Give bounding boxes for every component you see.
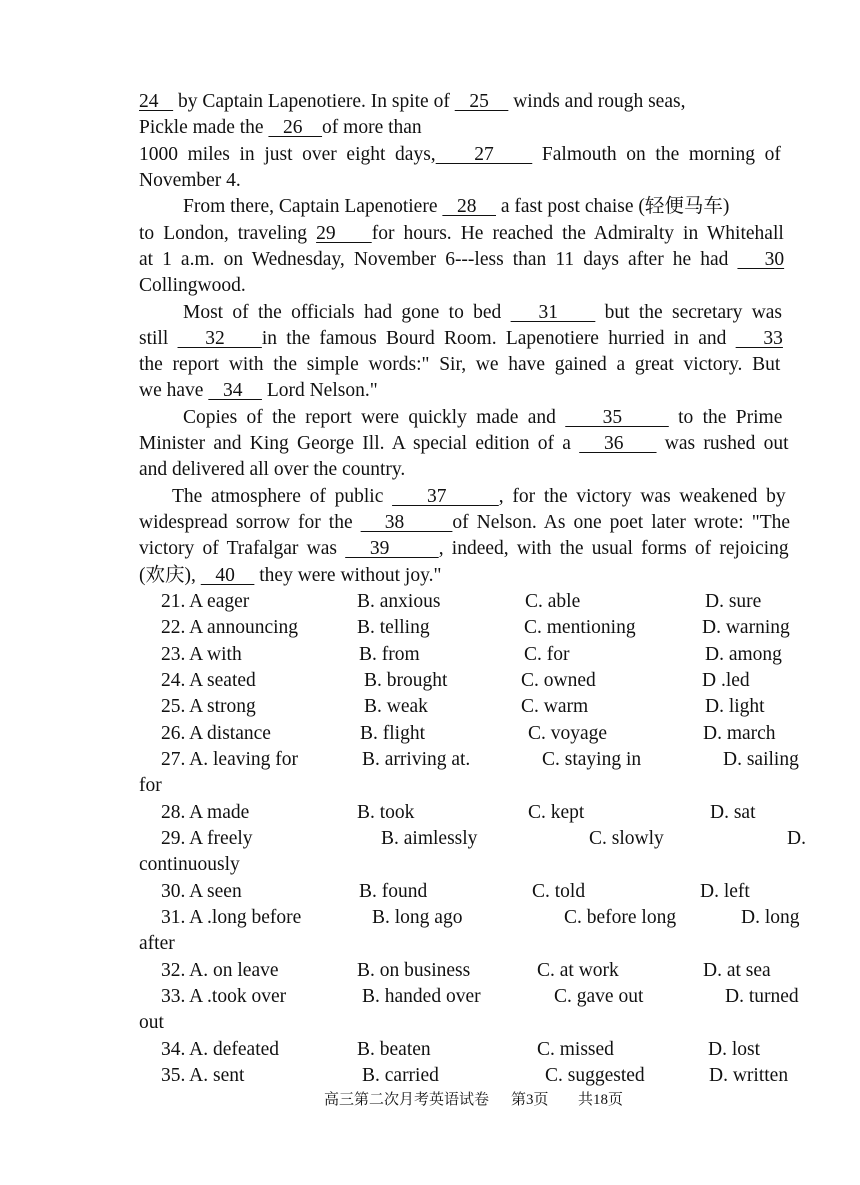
passage-line: and delivered all over the country. bbox=[139, 459, 406, 480]
option-28-a: 28. A made bbox=[161, 802, 250, 823]
option-28-b: B. took bbox=[357, 802, 415, 823]
blank-26: 26 bbox=[268, 117, 323, 138]
option-21-b: B. anxious bbox=[357, 591, 441, 612]
option-34-a: 34. A. defeated bbox=[161, 1039, 280, 1060]
blank-27: 27 bbox=[435, 144, 533, 165]
option-30-a: 30. A seen bbox=[161, 881, 242, 902]
option-24-a: 24. A seated bbox=[161, 670, 256, 691]
blank-39: 39 bbox=[345, 538, 439, 559]
option-27-wrap: for bbox=[139, 775, 162, 796]
option-29-b: B. aimlessly bbox=[381, 828, 478, 849]
option-23-b: B. from bbox=[359, 644, 420, 665]
blank-37: 37 bbox=[392, 486, 499, 507]
footer-page-number: 第3页 bbox=[511, 1092, 549, 1108]
passage-line: 1000 miles in just over eight days, 27 Falmouth on the morning of bbox=[139, 144, 781, 165]
blank-28: 28 bbox=[442, 196, 496, 217]
option-22-b: B. telling bbox=[357, 617, 430, 638]
option-27-b: B. arriving at. bbox=[362, 749, 471, 770]
option-22-d: D. warning bbox=[702, 617, 790, 638]
option-26-c: C. voyage bbox=[528, 723, 608, 744]
blank-24: 24 bbox=[139, 91, 174, 112]
option-32-c: C. at work bbox=[537, 960, 619, 981]
footer-title: 高三第二次月考英语试卷 bbox=[324, 1092, 490, 1108]
option-27-a: 27. A. leaving for bbox=[161, 749, 299, 770]
option-35-a: 35. A. sent bbox=[161, 1065, 245, 1086]
passage-line: to London, traveling 29 for hours. He reached the Admiralty in Whitehall bbox=[139, 223, 784, 244]
option-34-c: C. missed bbox=[537, 1039, 614, 1060]
option-33-b: B. handed over bbox=[362, 986, 481, 1007]
option-23-a: 23. A with bbox=[161, 644, 242, 665]
blank-35: 35 bbox=[565, 407, 669, 428]
option-26-b: B. flight bbox=[360, 723, 426, 744]
blank-33: 33 bbox=[735, 328, 783, 349]
blank-31: 31 bbox=[510, 302, 596, 323]
option-25-d: D. light bbox=[705, 696, 765, 717]
option-35-c: C. suggested bbox=[545, 1065, 645, 1086]
option-26-d: D. march bbox=[703, 723, 776, 744]
option-31-wrap: after bbox=[139, 933, 175, 954]
option-29-c: C. slowly bbox=[589, 828, 664, 849]
passage-line: at 1 a.m. on Wednesday, November 6---less than 11 days after he had 30 bbox=[139, 249, 785, 270]
passage-line: still 32 in the famous Bourd Room. Lapenotiere hurried in and 33 bbox=[139, 328, 783, 349]
option-22-c: C. mentioning bbox=[524, 617, 636, 638]
blank-36: 36 bbox=[579, 433, 657, 454]
footer-page-total: 共18页 bbox=[578, 1092, 624, 1108]
blank-34: 34 bbox=[208, 380, 262, 401]
passage-line: (欢庆), 40 they were without joy." bbox=[139, 565, 442, 586]
passage-line: The atmosphere of public 37 , for the victory was weakened by bbox=[172, 486, 786, 507]
option-21-c: C. able bbox=[525, 591, 581, 612]
option-33-c: C. gave out bbox=[554, 986, 644, 1007]
option-34-d: D. lost bbox=[708, 1039, 761, 1060]
option-21-a: 21. A eager bbox=[161, 591, 250, 612]
option-25-b: B. weak bbox=[364, 696, 428, 717]
option-22-a: 22. A announcing bbox=[161, 617, 299, 638]
option-35-b: B. carried bbox=[362, 1065, 439, 1086]
option-29-d: D. bbox=[787, 828, 806, 849]
option-35-d: D. written bbox=[709, 1065, 789, 1086]
option-21-d: D. sure bbox=[705, 591, 762, 612]
option-30-c: C. told bbox=[532, 881, 586, 902]
option-27-d: D. sailing bbox=[723, 749, 799, 770]
option-25-c: C. warm bbox=[521, 696, 589, 717]
option-30-b: B. found bbox=[359, 881, 428, 902]
blank-40: 40 bbox=[200, 565, 255, 586]
option-32-a: 32. A. on leave bbox=[161, 960, 279, 981]
option-32-d: D. at sea bbox=[703, 960, 771, 981]
option-24-b: B. brought bbox=[364, 670, 448, 691]
option-27-c: C. staying in bbox=[542, 749, 642, 770]
option-31-c: C. before long bbox=[564, 907, 677, 928]
option-28-c: C. kept bbox=[528, 802, 585, 823]
passage-line: we have 34 Lord Nelson." bbox=[139, 380, 378, 401]
blank-38: 38 bbox=[360, 512, 453, 533]
option-32-b: B. on business bbox=[357, 960, 471, 981]
passage-line: widespread sorrow for the 38 of Nelson. As one poet later wrote: "The bbox=[139, 512, 791, 533]
option-30-d: D. left bbox=[700, 881, 750, 902]
option-23-d: D. among bbox=[705, 644, 782, 665]
passage-line: Pickle made the 26 of more than bbox=[139, 117, 422, 138]
option-29-a: 29. A freely bbox=[161, 828, 253, 849]
option-31-a: 31. A .long before bbox=[161, 907, 302, 928]
option-33-d: D. turned bbox=[725, 986, 799, 1007]
option-24-c: C. owned bbox=[521, 670, 596, 691]
option-29-wrap: continuously bbox=[139, 854, 240, 875]
passage-line: From there, Captain Lapenotiere 28 a fast post chaise (轻便马车) bbox=[183, 196, 730, 217]
option-34-b: B. beaten bbox=[357, 1039, 431, 1060]
option-25-a: 25. A strong bbox=[161, 696, 256, 717]
passage-line: November 4. bbox=[139, 170, 241, 191]
option-31-d: D. long bbox=[741, 907, 800, 928]
blank-32: 32 bbox=[177, 328, 262, 349]
passage-line: Minister and King George Ill. A special edition of a 36 was rushed out bbox=[139, 433, 789, 454]
option-26-a: 26. A distance bbox=[161, 723, 271, 744]
option-33-wrap: out bbox=[139, 1012, 164, 1033]
passage-line: Collingwood. bbox=[139, 275, 246, 296]
option-28-d: D. sat bbox=[710, 802, 756, 823]
passage-line: 24 by Captain Lapenotiere. In spite of 25 winds and rough seas, bbox=[139, 91, 686, 112]
option-33-a: 33. A .took over bbox=[161, 986, 287, 1007]
passage-line: Copies of the report were quickly made and 35 to the Prime bbox=[183, 407, 783, 428]
option-31-b: B. long ago bbox=[372, 907, 463, 928]
option-24-d: D .led bbox=[702, 670, 750, 691]
passage-line: victory of Trafalgar was 39 , indeed, with the usual forms of rejoicing bbox=[139, 538, 789, 559]
option-23-c: C. for bbox=[524, 644, 570, 665]
blank-25: 25 bbox=[454, 91, 509, 112]
passage-line: the report with the simple words:" Sir, we have gained a great victory. But bbox=[139, 354, 781, 375]
blank-29: 29 bbox=[316, 223, 372, 244]
passage-line: Most of the officials had gone to bed 31 but the secretary was bbox=[183, 302, 783, 323]
blank-30: 30 bbox=[737, 249, 785, 270]
